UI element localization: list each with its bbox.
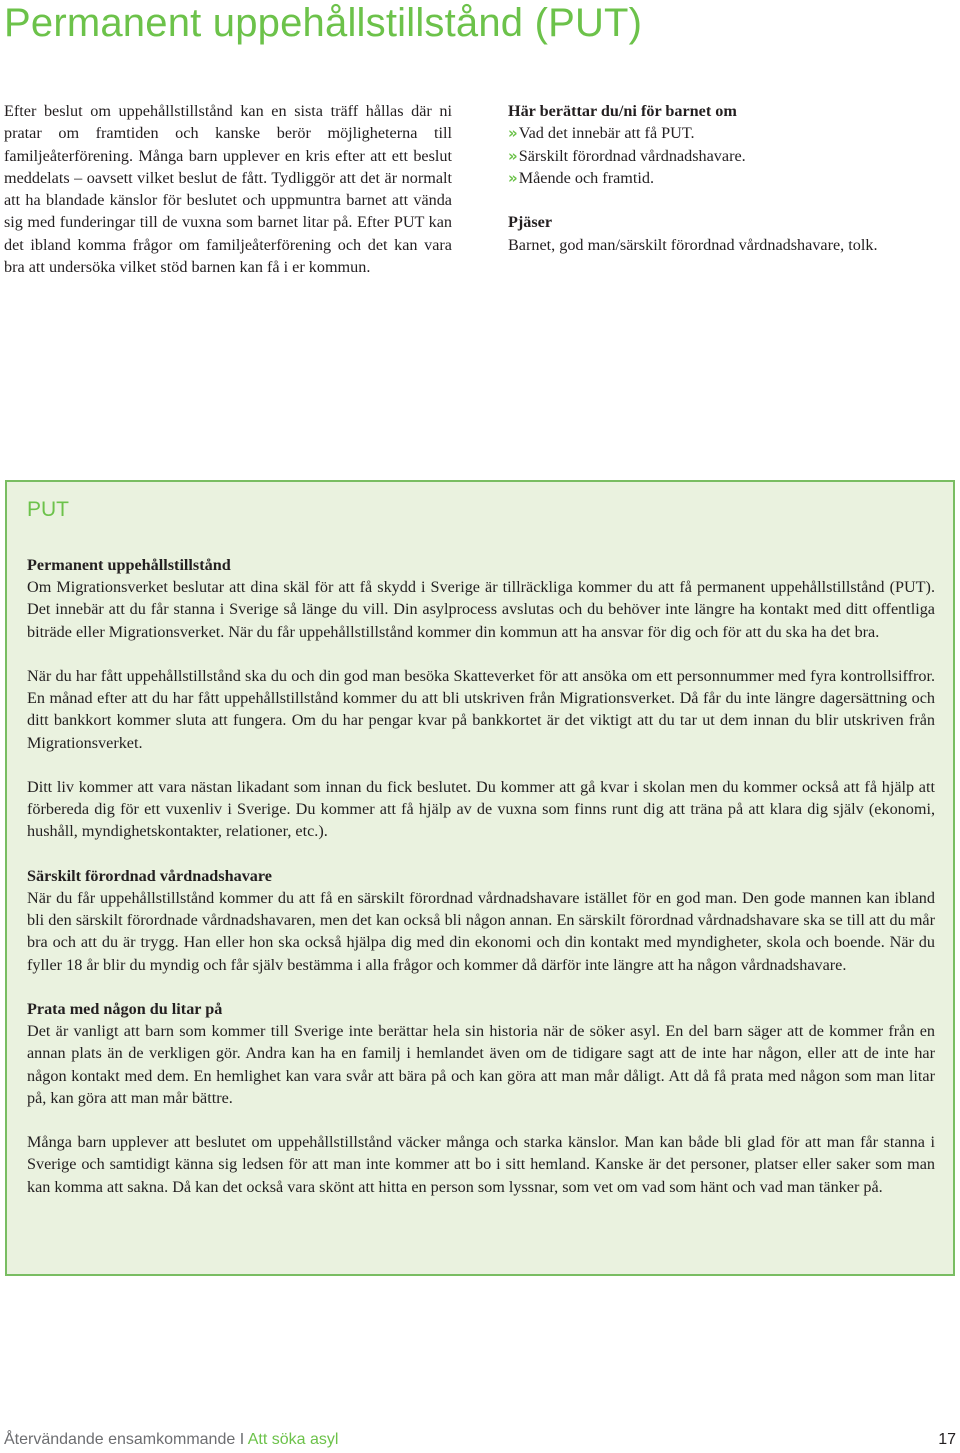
page-footer [4,1429,956,1451]
intro-column [4,100,452,278]
talking-points-column [508,100,948,256]
section-paragraph: När du får uppehållstillstånd kommer du att få en särskilt förordnad vårdnadshavare istället för en god man. Den gode mannen kan ibland bli den särskilt förordnade vårdnadshavaren, men det kan också bli någon annan. En särskilt förordnad vårdnadshavare ska se till att du mår bra och att du är trygg. Han eller hon ska också hjälpa dig med din ekonomi och din kontakt med myndigheter, skola och boende. När du fyller 18 år blir du myndig och får själv bestämma i alla frågor och kommer då därför inte längre att ha någon vårdnadshavare. [27,889,935,974]
talking-points-list [508,122,948,189]
put-info-box [5,480,955,1276]
footer-separator: I [239,1431,245,1448]
footer-publication: Återvändande ensamkommande [4,1431,236,1448]
talking-points-heading: Här berättar du/ni för barnet om [508,102,737,120]
talking-point-text: Särskilt förordnad vårdnadshavare. [518,146,746,165]
box-title: PUT [27,498,69,521]
section-heading-guardian: Särskilt förordnad vårdnadshavare [27,866,272,885]
talking-point-item [508,167,948,189]
section-paragraph: När du har fått uppehållstillstånd ska du och din god man besöka Skatteverket för att ansöka om ett personnummer med fyra kontrollsiffror. En månad efter att du har fått uppehållstillstånd kommer du att bli utskriven från Migrationsverket. Då får du inte längre dagersättning och ditt bankkort kommer sluta att fungera. Om du har pengar kvar på bankkortet är det viktigt att du tar ut dem innan du blir utskriven från Migrationsverket. [27,667,935,752]
section-paragraph: Ditt liv kommer att vara nästan likadant som innan du fick beslutet. Du kommer att gå kvar i skolan men du kommer också att få hjälp att förbereda dig för ett vuxenliv i Sverige. Du kommer att få hjälp av de vuxna som finns runt dig att träna på att klara dig själv (ekonomi, hushåll, myndighetskontakter, relationer, etc.). [27,778,935,841]
footer-section: Att söka asyl [247,1431,339,1448]
page-number: 17 [938,1431,956,1448]
section-paragraph: Om Migrationsverket beslutar att dina skäl för att få skydd i Sverige är tillräckliga kommer du att få permanent uppehållstillstånd (PUT). Det innebär att du får stanna i Sverige så länge du vill. Din asylprocess avslutas och du behöver inte längre ha kontakt med ditt offentliga biträde eller Migrationsverket. När du får uppehållstillstånd kommer din kommun att ha ansvar för dig och för att du ska ha det bra. [27,578,935,641]
section-heading-talk: Prata med någon du litar på [27,1000,223,1018]
section-paragraph: Det är vanligt att barn som kommer till Sverige inte berättar hela sin historia när de söker asyl. En del barn säger att de kommer från en annan plats än de verkligen gör. Andra kan ha en familj i hemlandet även om de tidigare sagt att de inte har någon, eller att de inte har någon kontakt med dem. En hemlighet kan vara svår att bära på och kan göra att man mår dåligt. Att då få prata med någon som man litar på, kan göra att man mår bättre. [27,1022,935,1107]
page-title: Permanent uppehållstillstånd (PUT) [4,1,643,45]
box-body [27,554,935,1198]
talking-point-text: Vad det innebär att få PUT. [518,124,695,143]
pjaser-heading: Pjäser [508,213,553,232]
chevron-bullet-icon: » [508,146,518,165]
pjaser-text: Barnet, god man/särskilt förordnad vårdnadshavare, tolk. [508,235,878,254]
talking-point-item [508,122,948,144]
talking-point-text: Mående och framtid. [518,168,654,187]
section-heading-put: Permanent uppehållstillstånd [27,556,231,574]
talking-point-item [508,145,948,167]
chevron-bullet-icon: » [508,168,518,187]
section-paragraph: Många barn upplever att beslutet om uppehållstillstånd väcker många och starka känslor. Man kan både bli glad för att man får stanna i Sverige och samtidigt känna sig ledsen för att man inte kommer att bo i sitt hemland. Kanske är det personer, platser eller saker som man kan komma att sakna. Då kan det också vara skönt att hitta en person som lyssnar, som vet om vad som hänt och vad man tänker på. [27,1133,935,1196]
intro-paragraph: Efter beslut om uppehållstillstånd kan en sista träff hållas där ni pratar om framtiden och kanske berör möjligheterna till familjeåterförening. Många barn upplever en kris efter att ett beslut meddelats – oavsett vilket beslut de fått. Tydliggör att det är normalt att ha blandade känslor för beslutet och uppmuntra barnet att vända sig med funderingar till de vuxna som barnet litar på. Efter PUT kan det ibland komma frågor om familjeåterförening och det kan vara bra att undersöka vilket stöd barnen kan få i er kommun. [4,102,452,277]
chevron-bullet-icon: » [508,124,518,143]
